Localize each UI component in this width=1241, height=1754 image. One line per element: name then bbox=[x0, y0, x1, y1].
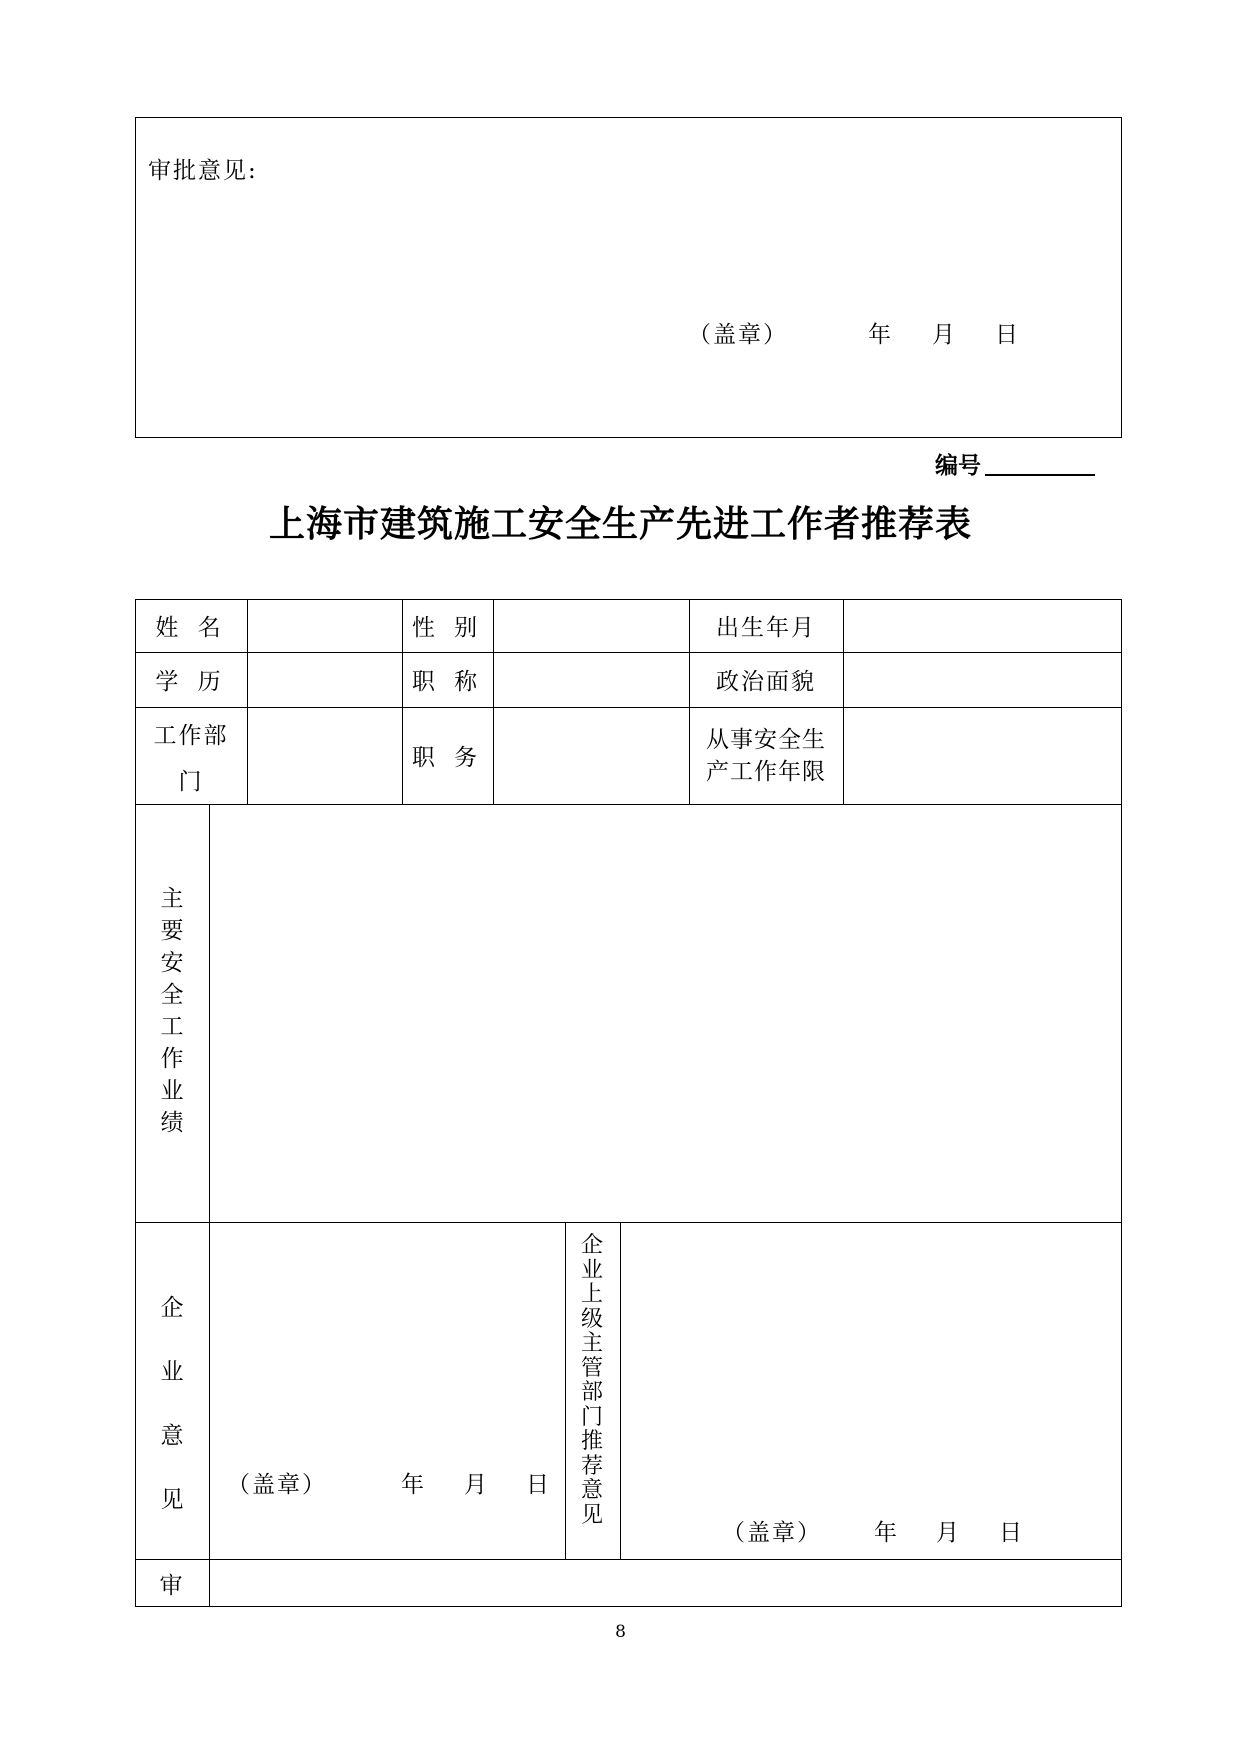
superior-char: 业 bbox=[580, 1257, 603, 1283]
label-superior-opinion bbox=[577, 1234, 607, 1528]
enterprise-char: 意 bbox=[160, 1423, 184, 1449]
superior-month: 月 bbox=[936, 1520, 961, 1546]
label-name: 姓 名 bbox=[155, 615, 227, 641]
label-gender: 性 别 bbox=[411, 615, 484, 641]
approval-day: 日 bbox=[995, 322, 1020, 348]
superior-char: 企 bbox=[580, 1233, 603, 1258]
field-job-title[interactable] bbox=[493, 652, 689, 707]
label-department-line1: 工作部 bbox=[153, 723, 229, 749]
approval-seal: （盖章） bbox=[688, 322, 788, 348]
field-review[interactable] bbox=[209, 1559, 1122, 1607]
label-department bbox=[135, 713, 247, 805]
serial-underline[interactable] bbox=[985, 474, 1095, 476]
page-title: 上海市建筑施工安全生产先进工作者推荐表 bbox=[268, 503, 972, 545]
field-gender[interactable] bbox=[493, 599, 689, 652]
achievements-char: 作 bbox=[160, 1046, 184, 1072]
label-birth: 出生年月 bbox=[716, 615, 816, 641]
label-review: 审 bbox=[159, 1572, 185, 1599]
superior-year: 年 bbox=[874, 1520, 899, 1546]
field-education[interactable] bbox=[247, 652, 402, 707]
superior-char: 意 bbox=[580, 1478, 603, 1503]
enterprise-day: 日 bbox=[526, 1472, 551, 1498]
col-line-mid1 bbox=[565, 1222, 566, 1559]
field-name[interactable] bbox=[247, 599, 402, 652]
field-birth[interactable] bbox=[843, 599, 1122, 652]
label-enterprise-opinion bbox=[157, 1276, 187, 1532]
superior-char: 部 bbox=[580, 1380, 603, 1405]
achievements-char: 业 bbox=[160, 1078, 184, 1104]
label-years-line1: 从事安全生 bbox=[706, 727, 826, 753]
achievements-char: 要 bbox=[160, 918, 184, 944]
achievements-char: 安 bbox=[160, 950, 184, 976]
approval-year: 年 bbox=[868, 322, 893, 348]
label-position: 职 务 bbox=[411, 745, 484, 771]
label-job-title: 职 称 bbox=[411, 669, 484, 695]
enterprise-year: 年 bbox=[401, 1472, 426, 1498]
approval-label: 审批意见: bbox=[148, 158, 258, 184]
field-achievements[interactable] bbox=[209, 804, 1122, 1222]
enterprise-char: 见 bbox=[160, 1487, 184, 1513]
superior-char: 门 bbox=[580, 1404, 603, 1430]
superior-char: 级 bbox=[580, 1306, 603, 1332]
approval-box bbox=[135, 117, 1122, 438]
superior-day: 日 bbox=[999, 1520, 1024, 1546]
field-years[interactable] bbox=[843, 707, 1122, 804]
superior-char: 见 bbox=[580, 1502, 603, 1528]
field-superior-opinion[interactable] bbox=[620, 1222, 1122, 1559]
achievements-char: 工 bbox=[160, 1014, 184, 1040]
label-achievements bbox=[157, 883, 187, 1139]
superior-seal: （盖章） bbox=[722, 1520, 822, 1546]
field-position[interactable] bbox=[493, 707, 689, 804]
label-years bbox=[689, 724, 843, 788]
serial-label: 编号 bbox=[935, 452, 981, 479]
superior-char: 推 bbox=[580, 1429, 603, 1454]
superior-char: 荐 bbox=[580, 1453, 603, 1479]
label-years-line2: 产工作年限 bbox=[706, 759, 826, 785]
approval-month: 月 bbox=[932, 322, 957, 348]
label-department-line2: 门 bbox=[178, 769, 204, 795]
serial-number bbox=[935, 447, 981, 480]
achievements-char: 主 bbox=[160, 886, 184, 912]
label-political: 政治面貌 bbox=[716, 669, 816, 695]
enterprise-month: 月 bbox=[464, 1472, 489, 1498]
label-education: 学 历 bbox=[155, 669, 227, 695]
page-number: 8 bbox=[615, 1622, 626, 1642]
superior-char: 上 bbox=[580, 1282, 603, 1307]
enterprise-char: 企 bbox=[160, 1295, 184, 1321]
superior-char: 管 bbox=[580, 1355, 603, 1381]
achievements-char: 绩 bbox=[160, 1110, 184, 1136]
enterprise-seal: （盖章） bbox=[227, 1472, 327, 1498]
field-department[interactable] bbox=[247, 707, 402, 804]
field-enterprise-opinion[interactable] bbox=[209, 1222, 565, 1559]
superior-char: 主 bbox=[580, 1331, 603, 1356]
field-political[interactable] bbox=[843, 652, 1122, 707]
enterprise-char: 业 bbox=[160, 1359, 184, 1385]
achievements-char: 全 bbox=[160, 982, 184, 1008]
